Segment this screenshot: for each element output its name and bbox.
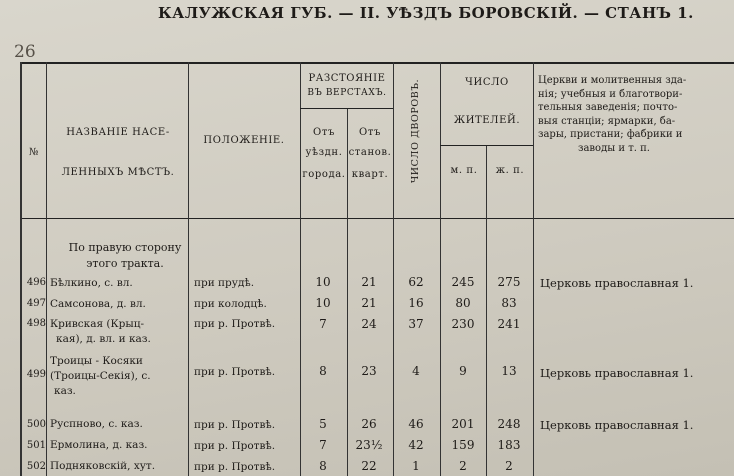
- distance-town: 7: [319, 438, 327, 452]
- male-count: 80: [455, 296, 471, 310]
- male-count: 159: [451, 438, 475, 452]
- header-notes: [538, 74, 730, 155]
- male-count: 245: [451, 275, 475, 289]
- place-position: при прудѣ.: [194, 277, 255, 289]
- households: 37: [408, 317, 424, 331]
- distance-stan: 26: [361, 417, 377, 431]
- row-number: 501: [26, 440, 46, 451]
- place-name-line: Троицы - Косяки: [50, 355, 143, 367]
- header-name-line2: ЛЕННЫХЪ МѢСТЪ.: [61, 167, 175, 178]
- distance-stan: 22: [361, 459, 377, 473]
- header-notes-line: тельныя заведенiя; почто-: [538, 102, 678, 113]
- place-name-line: каз.: [54, 385, 76, 397]
- header-notes-line: Церкви и молитвенныя зда-: [538, 75, 687, 86]
- row-number: 502: [26, 461, 46, 472]
- notes: Церковь православная 1.: [540, 418, 694, 432]
- place-name-line: кая), д. вл. и каз.: [56, 333, 151, 345]
- header-name-line1: НАЗВАНIЕ НАСЕ-: [66, 127, 170, 138]
- header-notes-line: зары, пристани; фабрики и: [538, 129, 683, 140]
- section-title-line: этого тракта.: [86, 257, 164, 270]
- column-rule: [533, 62, 534, 476]
- households: 62: [408, 275, 424, 289]
- female-count: 183: [497, 438, 521, 452]
- notes: Церковь православная 1.: [540, 276, 694, 290]
- distance-stan: 21: [361, 275, 377, 289]
- section-title: [64, 240, 186, 272]
- households: 16: [408, 296, 424, 310]
- distance-town: 10: [315, 275, 331, 289]
- column-rule: [188, 62, 189, 476]
- column-rule: [347, 108, 348, 476]
- male-count: 230: [451, 317, 475, 331]
- female-count: 2: [505, 459, 513, 473]
- place-name: Подняковскiй, хут.: [50, 460, 156, 472]
- distance-town: 5: [319, 417, 327, 431]
- distance-town: 8: [319, 459, 327, 473]
- column-rule: [300, 62, 301, 476]
- row-number: 497: [26, 298, 46, 309]
- distance-town: 7: [319, 317, 327, 331]
- place-position: при р. Протвѣ.: [194, 461, 276, 473]
- distance-subrule: [300, 108, 393, 109]
- notes: Церковь православная 1.: [540, 366, 694, 380]
- female-count: 13: [501, 364, 517, 378]
- place-name-line: (Троицы-Секiя), с.: [50, 370, 151, 382]
- row-number: 496: [26, 277, 46, 288]
- header-from-town-2: уѣздн.: [305, 147, 343, 158]
- column-rule: [393, 62, 394, 476]
- header-households: ЧИСЛО ДВОРОВЪ.: [410, 78, 421, 184]
- header-from-stan-2: станов.: [348, 147, 392, 158]
- header-notes-line: заводы и т. п.: [578, 142, 650, 154]
- place-position: при р. Протвѣ.: [194, 366, 276, 378]
- male-count: 2: [459, 459, 467, 473]
- households: 46: [408, 417, 424, 431]
- header-female: ж. п.: [495, 165, 525, 176]
- place-name-line: Кривская (Крыц-: [50, 318, 145, 330]
- header-male: м. п.: [450, 165, 478, 176]
- row-number: 500: [26, 419, 46, 430]
- header-inhabitants-line1: ЧИСЛО: [465, 77, 509, 88]
- place-position: при р. Протвѣ.: [194, 318, 276, 330]
- table-top-rule: [20, 62, 734, 64]
- header-position: ПОЛОЖЕНIЕ.: [203, 135, 285, 146]
- header-number: №: [28, 147, 40, 158]
- distance-town: 10: [315, 296, 331, 310]
- page-number: 26: [14, 42, 36, 62]
- column-rule: [20, 62, 22, 476]
- header-from-stan-1: Отъ: [359, 127, 381, 138]
- column-rule: [486, 145, 487, 476]
- column-rule: [440, 62, 441, 476]
- header-distance-line2: ВЪ ВЕРСТАХЪ.: [307, 88, 387, 98]
- header-from-town-1: Отъ: [313, 127, 335, 138]
- row-number: 499: [26, 369, 46, 380]
- place-name: Самсонова, д. вл.: [50, 298, 146, 310]
- header-bottom-rule: [20, 218, 734, 219]
- section-title-line: По правую сторону: [68, 241, 182, 254]
- running-head: КАЛУЖСКАЯ ГУБ. — II. УѢЗДЪ БОРОВСКIЙ. — СТАНЪ 1.: [158, 4, 694, 22]
- female-count: 83: [501, 296, 517, 310]
- distance-stan: 21: [361, 296, 377, 310]
- distance-stan: 23: [361, 364, 377, 378]
- header-notes-line: нiя; учебныя и благотвори-: [538, 88, 683, 100]
- header-notes-line: выя станцiи; ярмарки, ба-: [538, 115, 676, 127]
- header-from-town-3: города.: [302, 169, 346, 180]
- row-number: 498: [26, 318, 46, 329]
- place-name: Руспново, с. каз.: [50, 418, 143, 430]
- male-count: 9: [459, 364, 467, 378]
- place-position: при р. Протвѣ.: [194, 419, 276, 431]
- female-count: 275: [497, 275, 521, 289]
- header-inhabitants-line2: ЖИТЕЛЕЙ.: [453, 115, 521, 126]
- distance-stan: 24: [361, 317, 377, 331]
- place-name: [50, 354, 151, 399]
- inhabitants-subrule: [440, 145, 533, 146]
- place-name: [50, 317, 151, 347]
- households: 42: [408, 438, 424, 452]
- distance-stan: 23½: [355, 438, 383, 452]
- female-count: 248: [497, 417, 521, 431]
- place-name: Бѣлкино, с. вл.: [50, 277, 133, 289]
- female-count: 241: [497, 317, 521, 331]
- column-rule: [46, 62, 47, 476]
- households: 1: [412, 459, 420, 473]
- header-from-stan-3: кварт.: [351, 169, 389, 180]
- households: 4: [412, 364, 420, 378]
- male-count: 201: [451, 417, 475, 431]
- place-position: при р. Протвѣ.: [194, 440, 276, 452]
- distance-town: 8: [319, 364, 327, 378]
- place-position: при колодцѣ.: [194, 298, 267, 310]
- header-distance-line1: РАЗСТОЯНIЕ: [308, 73, 386, 84]
- place-name: Ермолина, д. каз.: [50, 439, 148, 451]
